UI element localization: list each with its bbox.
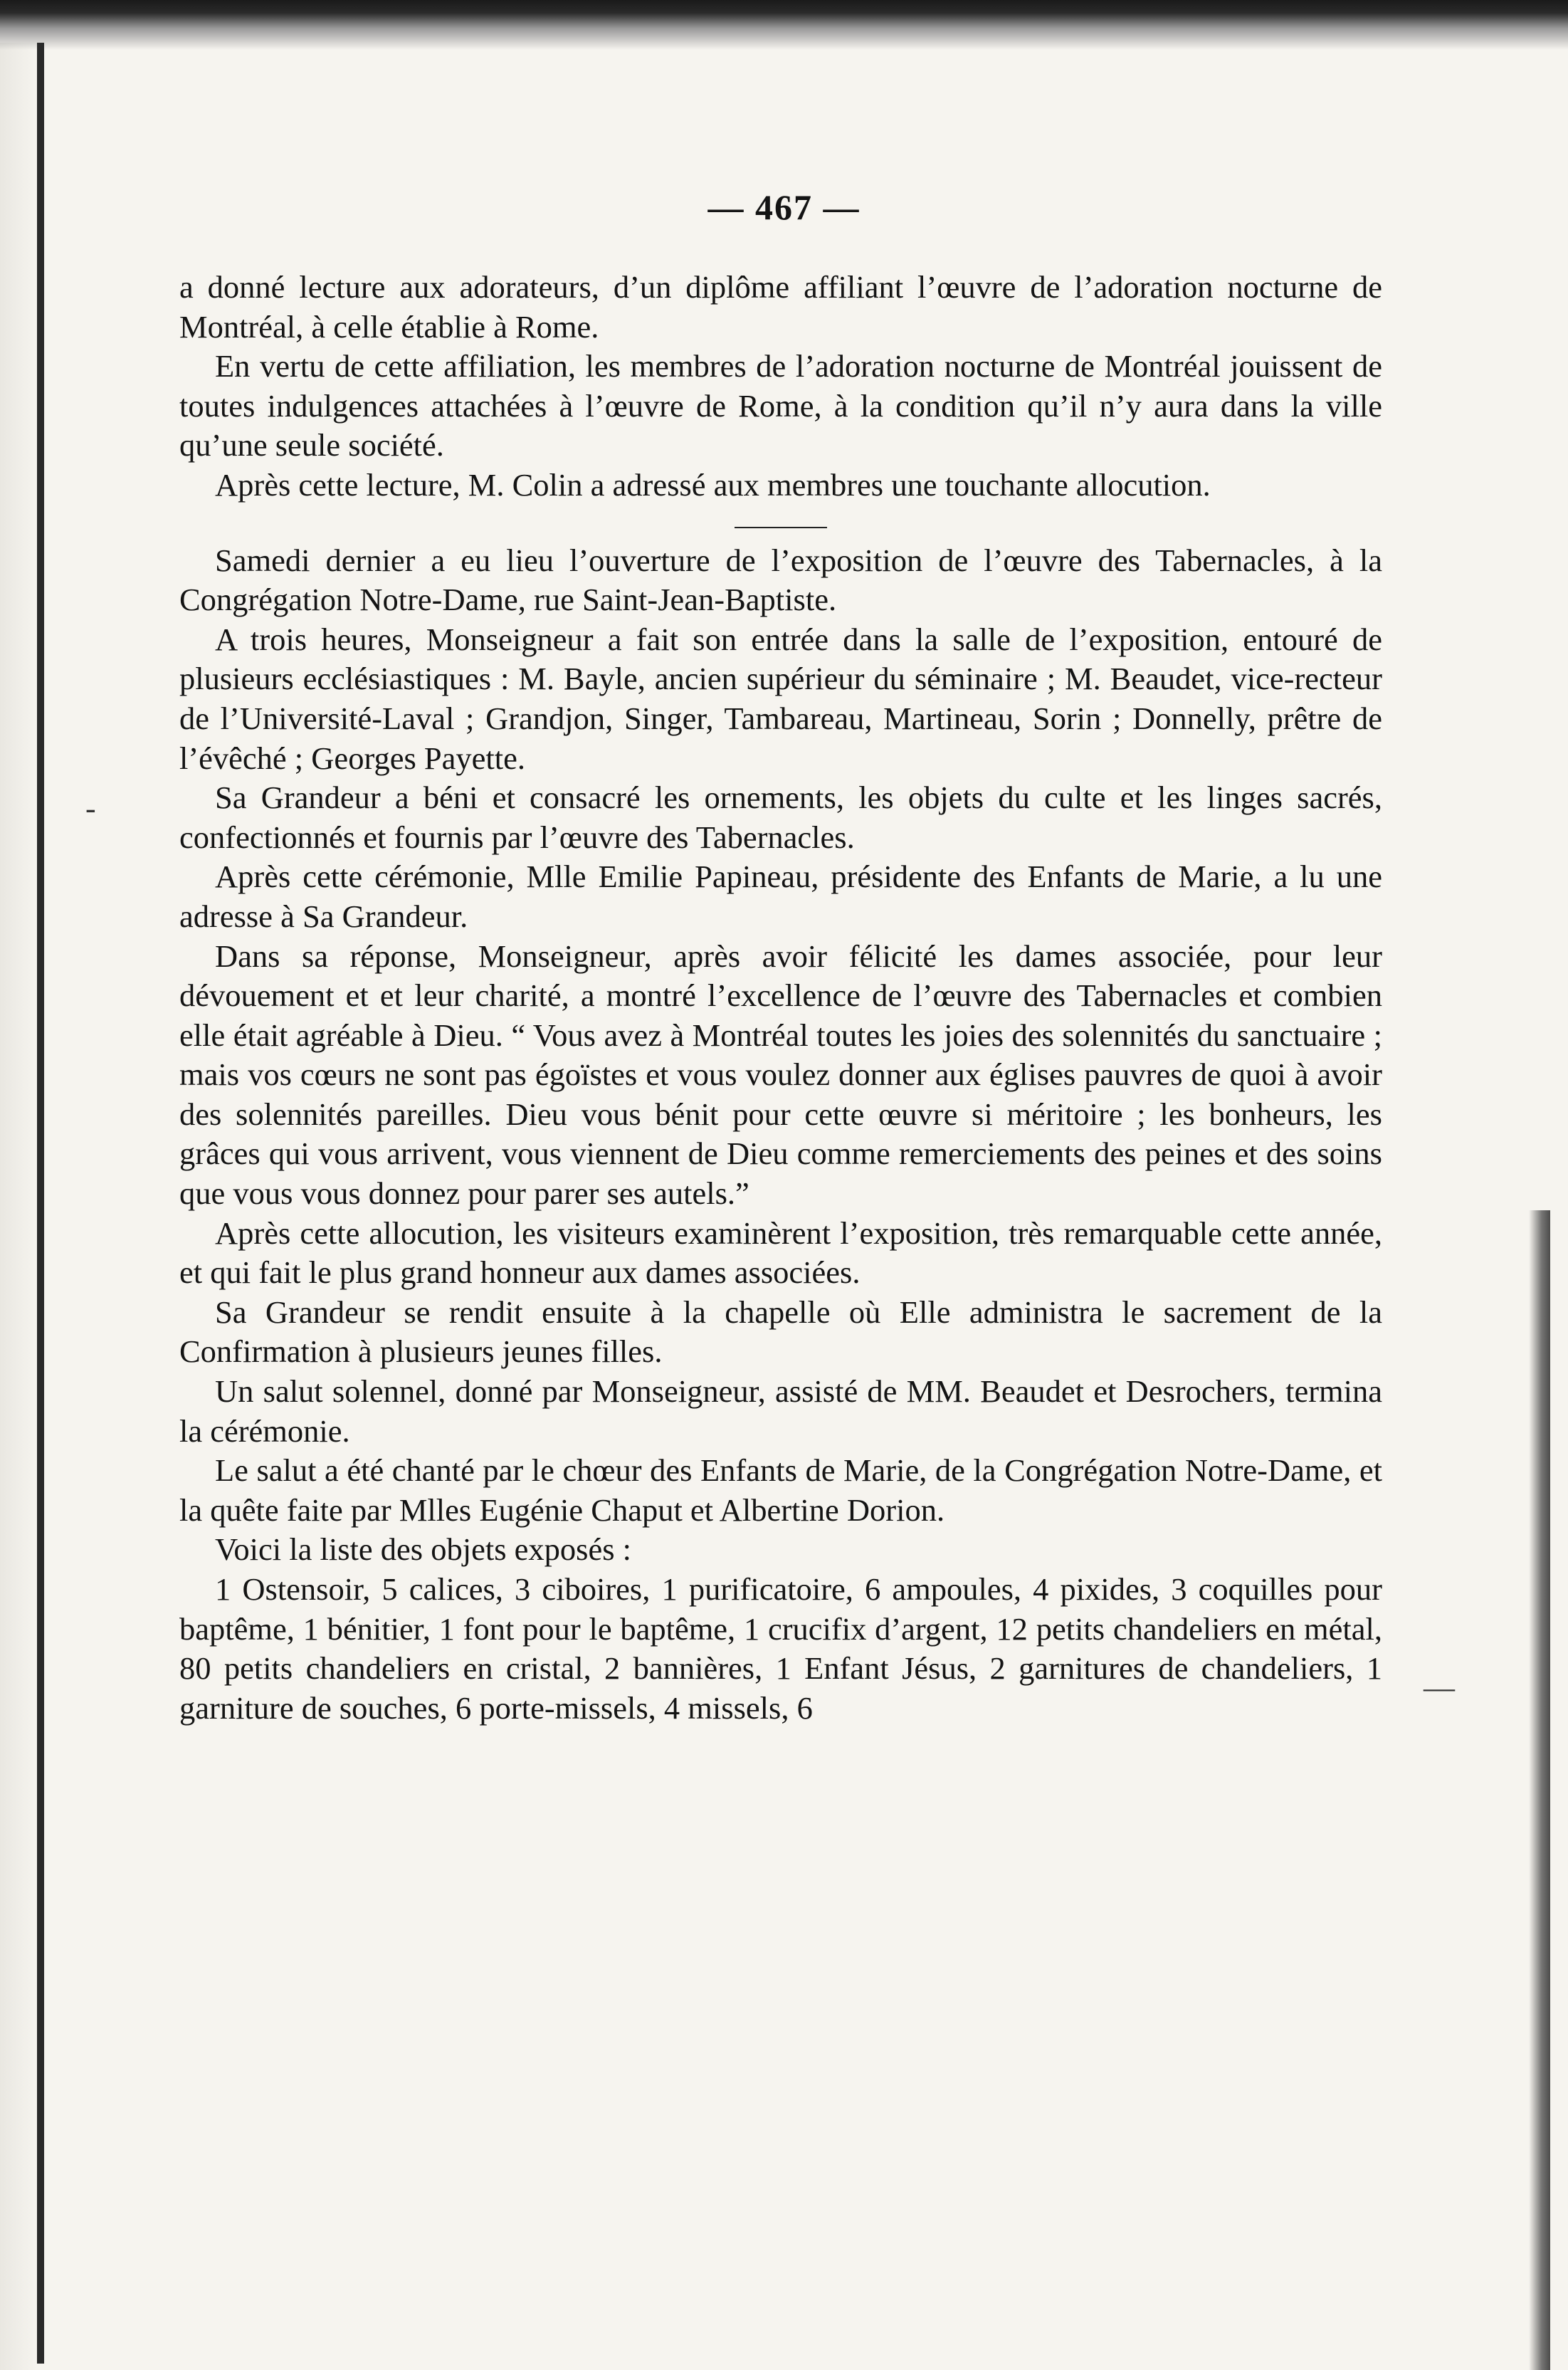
section-separator <box>735 527 827 528</box>
paragraph: Samedi dernier a eu lieu l’ouverture de l’exposition de l’œuvre des Tabernacles, à la Congrégation Notre-Dame, rue Saint-Jean-Baptiste. <box>179 542 1382 618</box>
scan-left-margin <box>0 43 37 2370</box>
paragraph: Voici la liste des objets exposés : <box>215 1531 632 1568</box>
body-text <box>179 268 1382 1728</box>
paragraph: En vertu de cette affiliation, les membres de l’adoration nocturne de Montréal jouissent de toutes indulgences attachées à l’œuvre de Rome, à la condition qu’il n’y aura dans la ville qu’une seule société. <box>179 348 1382 463</box>
paragraph: A trois heures, Monseigneur a fait son entrée dans la salle de l’exposition, entouré de plusieurs ecclésiastiques : M. Bayle, ancien supérieur du séminaire ; M. Beaudet, vice-recteur de l’Université-Laval ; Grandjon, Singer, Tambareau, Martineau, Sorin ; Donnelly, prêtre de l’évêché ; Georges Payette. <box>179 621 1382 776</box>
paragraph: Sa Grandeur a béni et consacré les ornements, les objets du culte et les linges sacrés, confectionnés et fournis par l’œuvre des Tabernacles. <box>179 780 1382 855</box>
scan-right-edge <box>1529 1210 1550 2370</box>
paragraph: Après cette cérémonie, Mlle Emilie Papineau, présidente des Enfants de Marie, a lu une adresse à Sa Grandeur. <box>179 859 1382 934</box>
paragraph: Le salut a été chanté par le chœur des Enfants de Marie, de la Congrégation Notre-Dame, et la quête faite par Mlles Eugénie Chaput et Albertine Dorion. <box>179 1452 1382 1528</box>
paragraph: Dans sa réponse, Monseigneur, après avoir félicité les dames associée, pour leur dévouement et et leur charité, a montré l’excellence de l’œuvre des Tabernacles et combien elle était agréable à Dieu. “ Vous avez à Montréal toutes les joies des solennités du sanctuaire ; mais vos cœurs ne sont pas égoïstes et vous voulez donner aux églises pauvres de quoi à avoir des solennités pareilles. Dieu vous bénit pour cette œuvre si méritoire ; les bonheurs, les grâces qui vous arrivent, vous viennent de Dieu comme remerciements des peines et des soins que vous vous donnez pour parer ses autels.” <box>179 938 1382 1212</box>
paragraph: Après cette lecture, M. Colin a adressé aux membres une touchante allocution. <box>215 466 1211 503</box>
scan-top-edge <box>0 0 1568 50</box>
paragraph: Après cette allocution, les visiteurs examinèrent l’exposition, très remarquable cette année, et qui fait le plus grand honneur aux dames associées. <box>179 1215 1382 1291</box>
paragraph: Un salut solennel, donné par Monseigneur, assisté de MM. Beaudet et Desrochers, termina la cérémonie. <box>179 1373 1382 1449</box>
scan-left-edge <box>37 43 44 2364</box>
page-number: — 467 — <box>707 187 861 227</box>
margin-mark: — <box>1424 1670 1455 1705</box>
paragraph: a donné lecture aux adorateurs, d’un diplôme affiliant l’œuvre de l’adoration nocturne de Montréal, à celle établie à Rome. <box>179 269 1382 345</box>
paragraph: Sa Grandeur se rendit ensuite à la chapelle où Elle administra le sacrement de la Confirmation à plusieurs jeunes filles. <box>179 1294 1382 1370</box>
margin-mark: - <box>85 791 96 826</box>
paragraph: 1 Ostensoir, 5 calices, 3 ciboires, 1 purificatoire, 6 ampoules, 4 pixides, 3 coquilles pour baptême, 1 bénitier, 1 font pour le baptême, 1 crucifix d’argent, 12 petits chandeliers en métal, 80 petits chandeliers en cristal, 2 bannières, 1 Enfant Jésus, 2 garnitures de chandeliers, 1 garniture de souches, 6 porte-missels, 4 missels, 6 <box>179 1571 1382 1726</box>
